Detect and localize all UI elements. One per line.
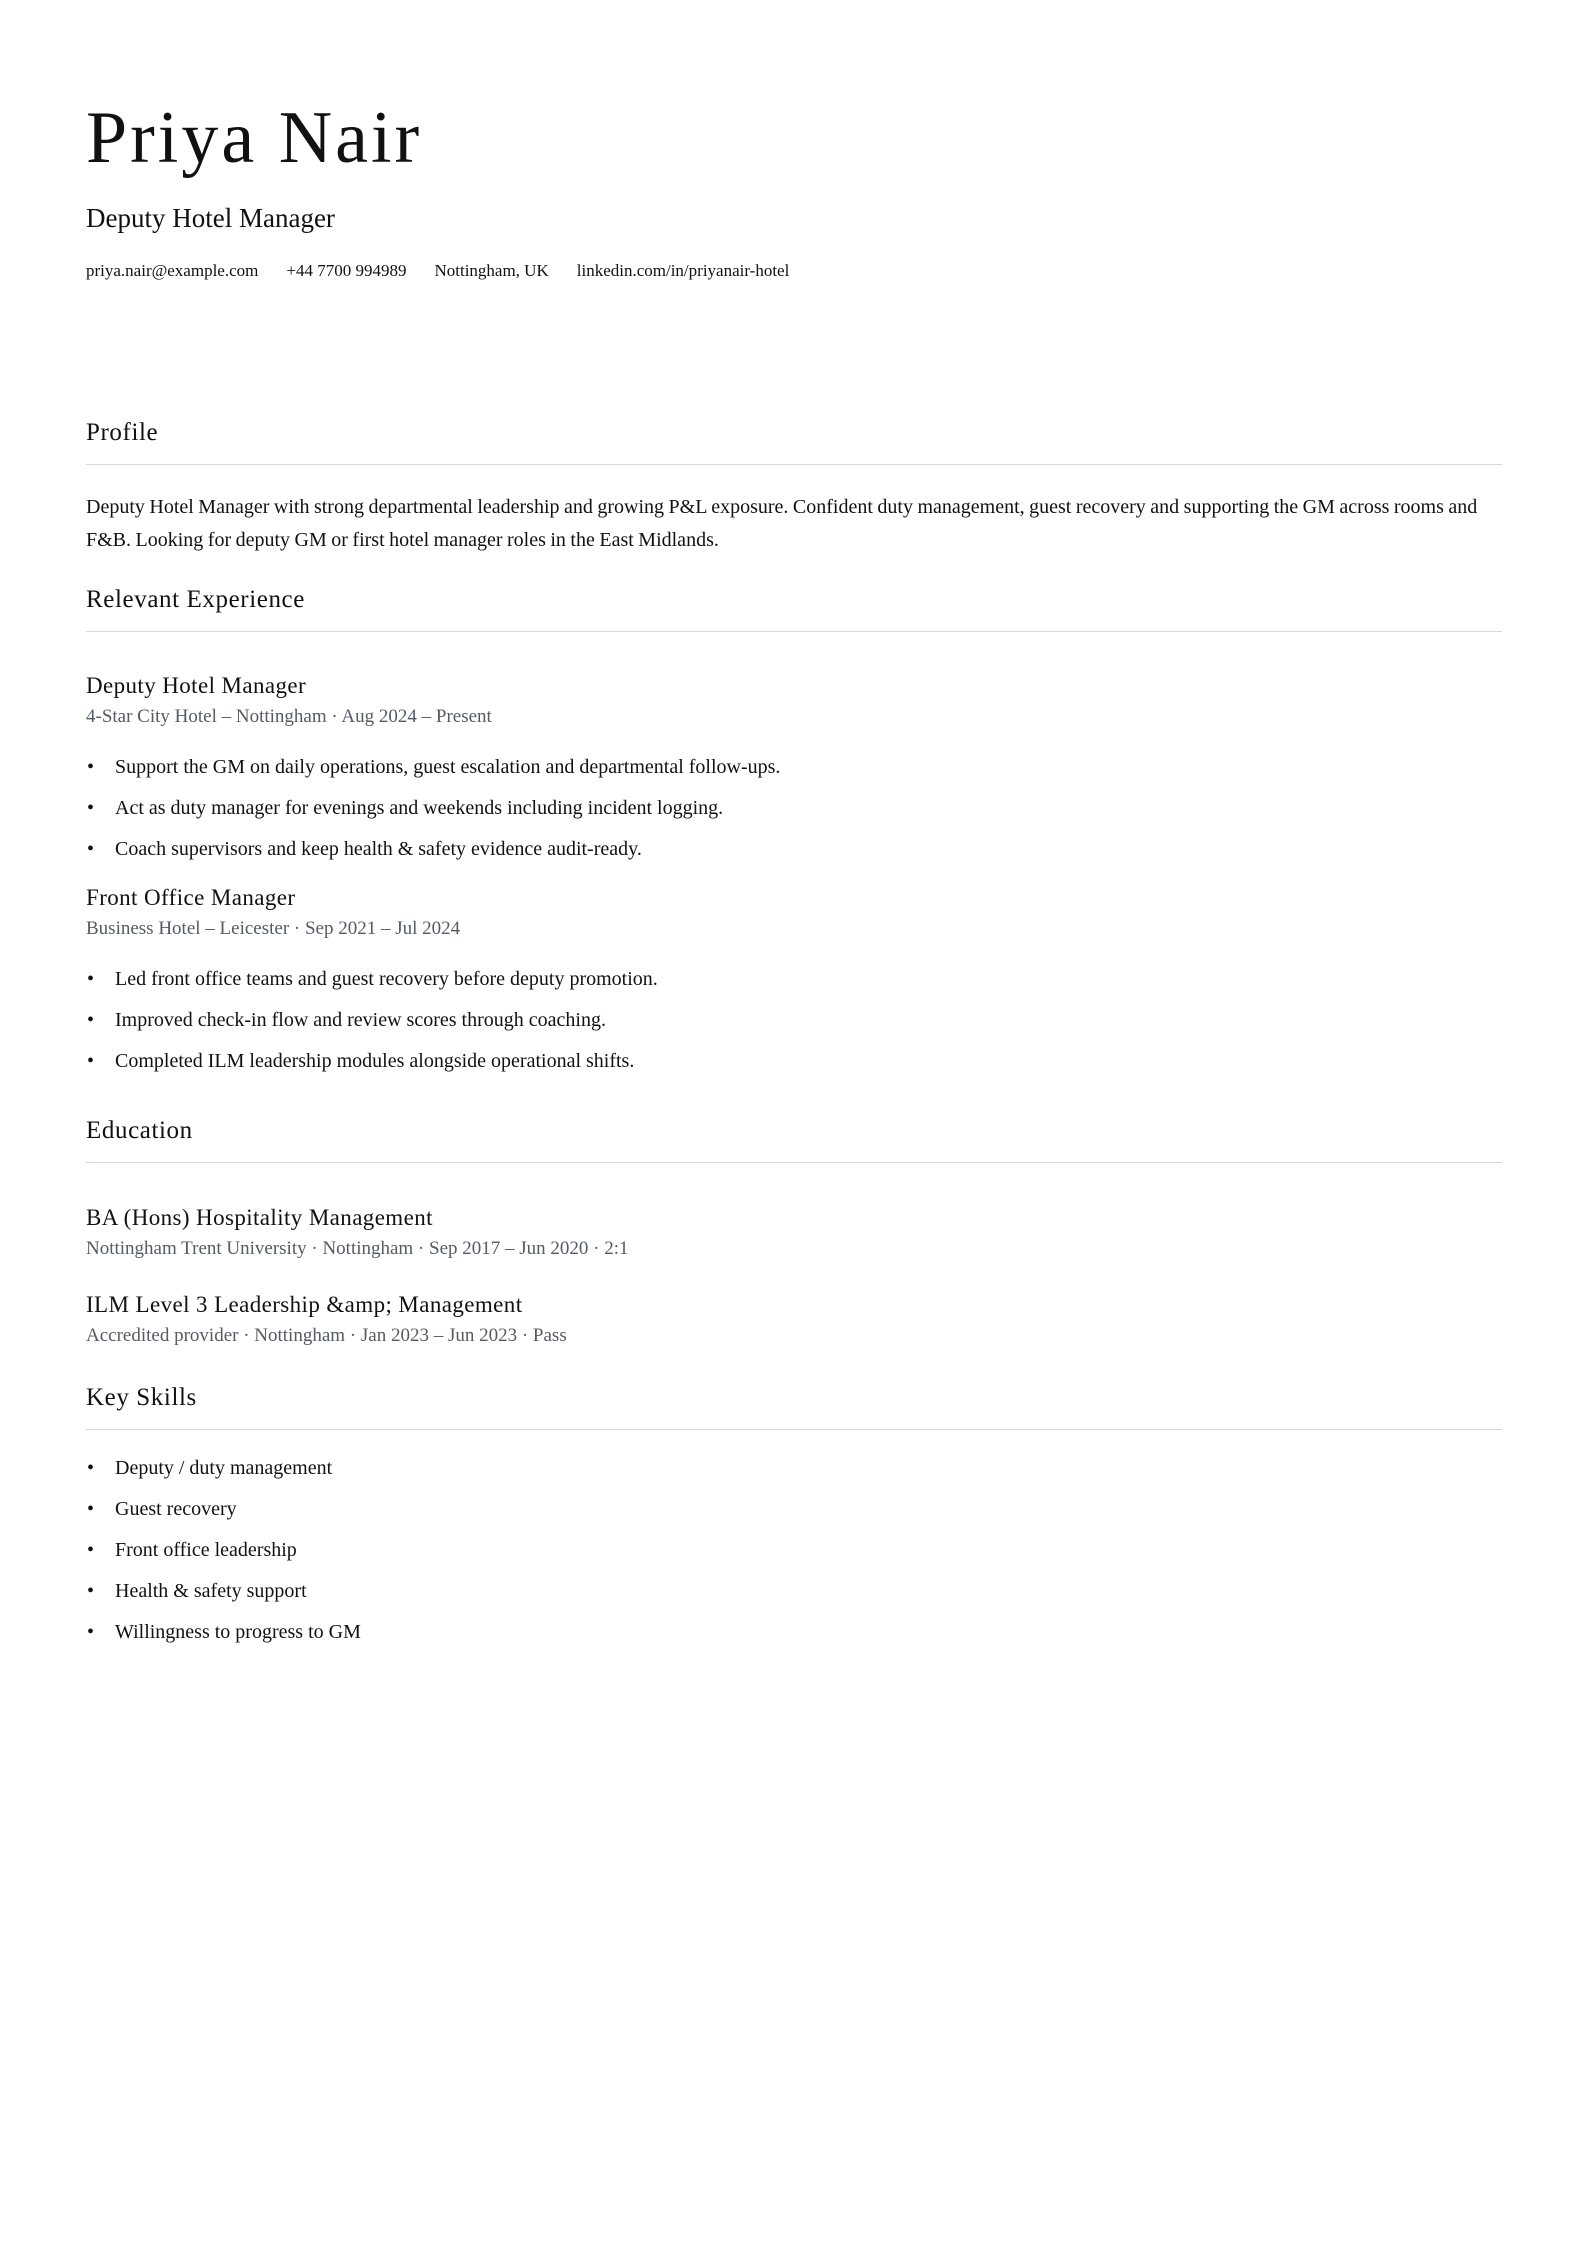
job-bullets	[86, 747, 1502, 870]
degree-meta: Accredited provider · Nottingham · Jan 2023 – Jun 2023 · Pass	[86, 1325, 567, 1346]
list-item	[86, 1448, 1502, 1489]
list-item	[86, 1489, 1502, 1530]
bullet-icon: •	[87, 838, 95, 860]
bullet-text: Coach supervisors and keep health & safety evidence audit-ready.	[115, 838, 642, 860]
education-entry	[86, 1204, 1502, 1261]
bullet-text: Support the GM on daily operations, guest escalation and departmental follow-ups.	[115, 756, 781, 778]
bullet-icon: •	[87, 1498, 95, 1520]
job-bullets	[86, 959, 1502, 1082]
list-item	[86, 747, 1502, 788]
job-meta: Business Hotel – Leicester · Sep 2021 – Jul 2024	[86, 918, 461, 939]
list-item	[86, 1000, 1502, 1041]
job-title: Deputy Hotel Manager	[86, 673, 307, 698]
list-item	[86, 829, 1502, 870]
resume-header	[86, 96, 1502, 282]
bullet-text: Led front office teams and guest recovery before deputy promotion.	[115, 968, 658, 990]
education-section	[86, 1116, 1502, 1348]
bullet-text: Improved check-in flow and review scores through coaching.	[115, 1009, 606, 1031]
skills-section	[86, 1383, 1502, 1653]
bullet-icon: •	[87, 1457, 95, 1479]
bullet-icon: •	[87, 1580, 95, 1602]
skill-text: Health & safety support	[115, 1580, 307, 1602]
list-item	[86, 1571, 1502, 1612]
contact-location: Nottingham, UK	[434, 261, 549, 280]
candidate-name: Priya Nair	[86, 97, 423, 179]
contact-email[interactable]: priya.nair@example.com	[86, 261, 259, 280]
list-item	[86, 1612, 1502, 1653]
degree-title: ILM Level 3 Leadership &amp; Management	[86, 1292, 523, 1317]
bullet-icon: •	[87, 968, 95, 990]
job-title: Front Office Manager	[86, 885, 296, 910]
skills-list	[86, 1448, 1502, 1653]
experience-heading: Relevant Experience	[86, 585, 1502, 632]
candidate-title: Deputy Hotel Manager	[86, 203, 335, 233]
skills-heading: Key Skills	[86, 1383, 1502, 1430]
profile-section	[86, 418, 1502, 557]
profile-summary: Deputy Hotel Manager with strong departmental leadership and growing P&L exposure. Confident duty management, guest recovery and supporting the GM across rooms and F&B. Looking for deputy GM or first hotel manager roles in the East Midlands.	[86, 496, 1478, 551]
education-entry	[86, 1291, 1502, 1348]
contact-linkedin[interactable]: linkedin.com/in/priyanair-hotel	[576, 261, 790, 280]
list-item	[86, 1041, 1502, 1082]
skill-text: Deputy / duty management	[115, 1457, 333, 1479]
profile-heading: Profile	[86, 418, 1502, 465]
bullet-text: Act as duty manager for evenings and weekends including incident logging.	[115, 797, 724, 819]
bullet-icon: •	[87, 1009, 95, 1031]
skill-text: Willingness to progress to GM	[115, 1621, 361, 1643]
bullet-icon: •	[87, 1539, 95, 1561]
list-item	[86, 959, 1502, 1000]
bullet-icon: •	[87, 797, 95, 819]
contact-phone[interactable]: +44 7700 994989	[286, 261, 407, 280]
experience-section	[86, 585, 1502, 1082]
skill-text: Front office leadership	[115, 1539, 297, 1561]
list-item	[86, 788, 1502, 829]
skill-text: Guest recovery	[115, 1498, 237, 1520]
degree-meta: Nottingham Trent University · Nottingham · Sep 2017 – Jun 2020 · 2:1	[86, 1238, 629, 1259]
list-item	[86, 1530, 1502, 1571]
experience-entry	[86, 884, 1502, 1082]
contact-row	[86, 260, 1502, 282]
job-meta: 4-Star City Hotel – Nottingham · Aug 2024 – Present	[86, 706, 492, 727]
bullet-icon: •	[87, 1621, 95, 1643]
bullet-text: Completed ILM leadership modules alongside operational shifts.	[115, 1050, 635, 1072]
bullet-icon: •	[87, 1050, 95, 1072]
bullet-icon: •	[87, 756, 95, 778]
education-heading: Education	[86, 1116, 1502, 1163]
degree-title: BA (Hons) Hospitality Management	[86, 1205, 433, 1230]
experience-entry	[86, 672, 1502, 870]
